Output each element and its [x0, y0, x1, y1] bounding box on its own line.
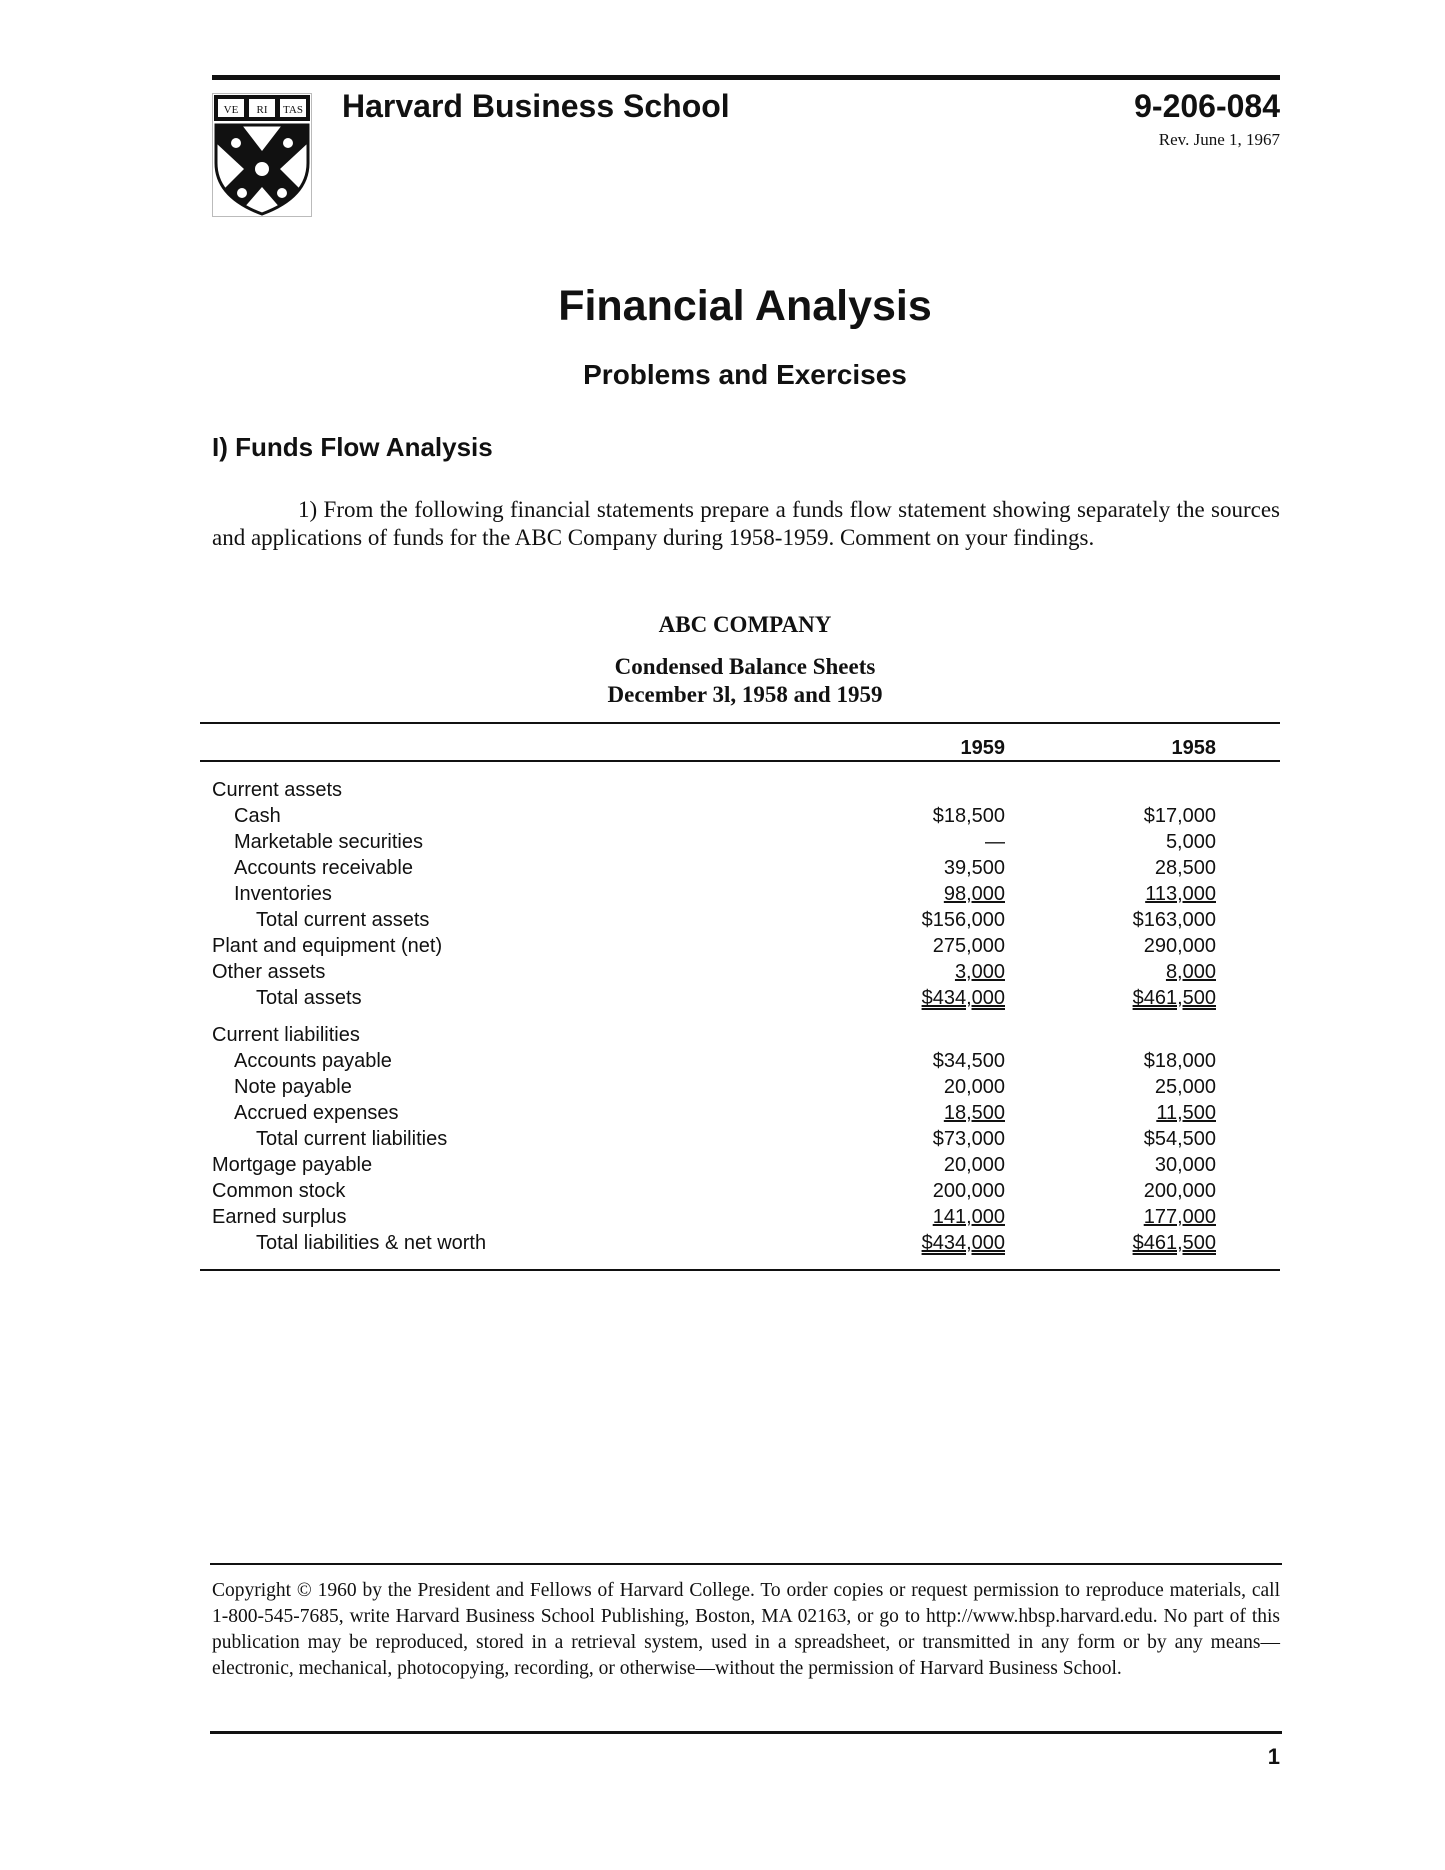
value-1958: 30,000 — [1154, 1154, 1216, 1176]
value-1959: 3,000 — [954, 961, 1005, 983]
row-label: Current assets — [212, 779, 343, 801]
row-label: Note payable — [234, 1076, 352, 1098]
value-1958: 177,000 — [1143, 1206, 1216, 1228]
value-1959: $34,500 — [932, 1050, 1005, 1072]
value-1959: $434,000 — [921, 1232, 1005, 1254]
row-label: Total current liabilities — [256, 1128, 448, 1150]
table-row — [0, 803, 1445, 829]
svg-text:RI: RI — [256, 104, 268, 116]
row-label: Mortgage payable — [212, 1154, 373, 1176]
column-header-1958: 1958 — [1171, 737, 1216, 759]
section-heading: I) Funds Flow Analysis — [212, 432, 493, 462]
row-label: Earned surplus — [212, 1206, 347, 1228]
header-top-rule — [212, 75, 1280, 80]
row-label: Common stock — [212, 1180, 346, 1202]
value-1958: 28,500 — [1154, 857, 1216, 879]
table-row — [0, 1022, 1445, 1048]
value-1959: 20,000 — [943, 1154, 1005, 1176]
table-title — [0, 653, 1445, 709]
svg-text:TAS: TAS — [283, 104, 303, 116]
row-label: Plant and equipment (net) — [212, 935, 443, 957]
school-name: Harvard Business School — [342, 88, 730, 124]
table-row — [0, 1178, 1445, 1204]
table-row — [0, 829, 1445, 855]
table-row — [0, 881, 1445, 907]
row-label: Current liabilities — [212, 1024, 360, 1046]
row-label: Inventories — [234, 883, 332, 905]
value-1959: 39,500 — [943, 857, 1005, 879]
column-header-1959: 1959 — [960, 737, 1005, 759]
value-1958: $17,000 — [1143, 805, 1216, 827]
table-row — [0, 1048, 1445, 1074]
table-row — [0, 933, 1445, 959]
document-number: 9-206-084 — [1134, 88, 1280, 124]
table-row — [0, 959, 1445, 985]
row-label: Other assets — [212, 961, 326, 983]
value-1958: 5,000 — [1165, 831, 1216, 853]
table-row — [0, 985, 1445, 1011]
table-row — [0, 907, 1445, 933]
row-label: Accrued expenses — [234, 1102, 399, 1124]
row-label: Accounts receivable — [234, 857, 413, 879]
value-1959: 200,000 — [932, 1180, 1005, 1202]
problem-paragraph: 1) From the following financial statements prepare a funds flow statement showing separately the sources and applications of funds for the ABC Company during 1958-1959. Comment on your findings. — [212, 497, 1280, 550]
value-1959: 141,000 — [932, 1206, 1005, 1228]
value-1958: $461,500 — [1132, 1232, 1216, 1254]
value-1958: $163,000 — [1132, 909, 1216, 931]
page-number: 1 — [1267, 1744, 1280, 1769]
table-company-name: ABC COMPANY — [658, 612, 832, 637]
table-row — [0, 1152, 1445, 1178]
page-title: Financial Analysis — [558, 282, 932, 330]
value-1958: 200,000 — [1143, 1180, 1216, 1202]
value-1959: $18,500 — [932, 805, 1005, 827]
hbs-shield-logo — [212, 93, 312, 217]
copyright-notice: Copyright © 1960 by the President and Fellows of Harvard College. To order copies or request permission to reproduce materials, call 1-800-545-7685, write Harvard Business School Publishing, Boston, MA 02163, or go to http://www.hbsp.harvard.edu. No part of this publication may be reproduced, stored in a retrieval system, used in a spreadsheet, or transmitted in any form or by any means—electronic, mechanical, photocopying, recording, or otherwise—without the permission of Harvard Business School. — [212, 1580, 1280, 1679]
table-row — [0, 1204, 1445, 1230]
page-subtitle: Problems and Exercises — [583, 359, 907, 390]
value-1959: $73,000 — [932, 1128, 1005, 1150]
value-1958: $54,500 — [1143, 1128, 1216, 1150]
row-label: Total assets — [256, 987, 362, 1009]
row-label: Total current assets — [256, 909, 430, 931]
value-1958: 25,000 — [1154, 1076, 1216, 1098]
row-label: Marketable securities — [234, 831, 423, 853]
value-1959: $434,000 — [921, 987, 1005, 1009]
value-1958: $461,500 — [1132, 987, 1216, 1009]
value-1958: 113,000 — [1145, 883, 1216, 905]
value-1959: $156,000 — [921, 909, 1005, 931]
value-1959: 275,000 — [932, 935, 1005, 957]
row-label: Total liabilities & net worth — [256, 1232, 487, 1254]
table-title-line2: December 3l, 1958 and 1959 — [607, 682, 883, 707]
row-label: Accounts payable — [234, 1050, 392, 1072]
table-row — [0, 1230, 1445, 1256]
table-row — [0, 1100, 1445, 1126]
table-row — [0, 1074, 1445, 1100]
footer-top-rule — [210, 1563, 1282, 1565]
value-1958: 8,000 — [1165, 961, 1216, 983]
value-1958: 11,500 — [1156, 1102, 1216, 1124]
footer-bottom-rule — [210, 1731, 1282, 1734]
table-row — [0, 855, 1445, 881]
table-top-rule — [200, 722, 1280, 724]
value-1959: 18,500 — [943, 1102, 1005, 1124]
table-row — [0, 777, 1445, 803]
value-1958: $18,000 — [1143, 1050, 1216, 1072]
value-1959: 20,000 — [943, 1076, 1005, 1098]
value-1958: 290,000 — [1143, 935, 1216, 957]
table-row — [0, 1126, 1445, 1152]
value-1959: 98,000 — [943, 883, 1005, 905]
table-header-rule — [200, 760, 1280, 762]
table-title-line1: Condensed Balance Sheets — [614, 654, 876, 679]
svg-text:VE: VE — [223, 104, 239, 116]
revision-date: Rev. June 1, 1967 — [1158, 130, 1280, 149]
table-bottom-rule — [200, 1269, 1280, 1271]
value-1959: — — [985, 831, 1005, 853]
row-label: Cash — [234, 805, 281, 827]
